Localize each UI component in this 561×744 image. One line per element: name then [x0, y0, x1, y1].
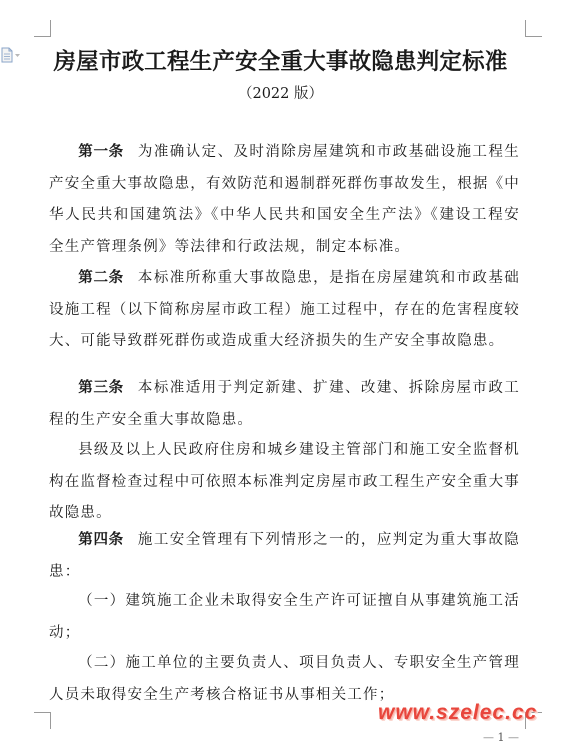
paragraph-text: 本标准适用于判定新建、扩建、改建、拆除房屋市政工程的生产安全重大事故隐患。	[49, 380, 520, 428]
article-label: 第三条	[78, 379, 124, 396]
page-number-value: 1	[497, 731, 505, 744]
article-label: 第四条	[78, 531, 124, 548]
paragraph-article-3	[49, 372, 520, 436]
crop-mark-top-left	[34, 20, 51, 37]
paragraph-text: 本标准所称重大事故隐患，是指在房屋建筑和市政基础设施工程（以下简称房屋市政工程）施工过程中，存在的危害程度较大、可能导致群死群伤或造成重大经济损失的生产安全事故隐患。	[49, 270, 520, 349]
document-icon[interactable]	[0, 46, 22, 66]
paragraph-text: （二）施工单位的主要负责人、项目负责人、专职安全生产管理人员未取得安全生产考核合格证书从事相关工作；	[49, 655, 520, 703]
paragraph-supervision	[49, 435, 520, 530]
paragraph-text: （一）建筑施工企业未取得安全生产许可证擅自从事建筑施工活动；	[49, 593, 520, 641]
article-label: 第一条	[78, 143, 124, 160]
paragraph-text: 施工安全管理有下列情形之一的，应判定为重大事故隐患：	[49, 532, 520, 580]
document-title: 房屋市政工程生产安全重大事故隐患判定标准	[53, 49, 508, 75]
document-subtitle: （2022 版）	[237, 86, 323, 102]
paragraph-item-1	[49, 586, 520, 649]
crop-mark-top-right	[525, 20, 542, 37]
paragraph-text: 县级及以上人民政府住房和城乡建设主管部门和施工安全监督机构在监督检查过程中可依照本标准判定房屋市政工程生产安全重大事故隐患。	[49, 442, 520, 521]
paragraph-article-1	[49, 136, 520, 263]
crop-mark-bottom-left	[34, 712, 51, 729]
watermark: www.szelec.cc	[378, 701, 538, 724]
paragraph-article-4	[49, 524, 520, 588]
paragraph-text: 为准确认定、及时消除房屋建筑和市政基础设施工程生产安全重大事故隐患，有效防范和遏制群死群伤事故发生，根据《中华人民共和国建筑法》《中华人民共和国安全生产法》《建设工程安全生产管理条例》等法律和行政法规，制定本标准。	[49, 144, 520, 255]
page-number: — 1 —	[483, 731, 519, 744]
paragraph-article-2	[49, 262, 520, 358]
article-label: 第二条	[78, 269, 124, 286]
